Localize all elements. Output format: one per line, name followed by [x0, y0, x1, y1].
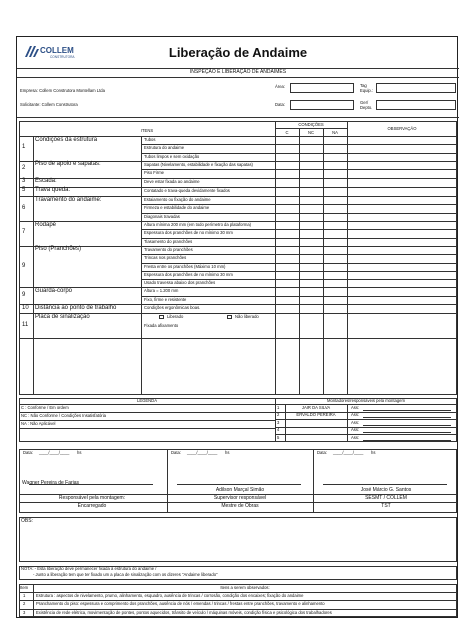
sig-date-field[interactable]: ____/____/____: [333, 450, 364, 455]
signature-line[interactable]: [323, 484, 447, 485]
item-label: Guarda-corpo: [35, 287, 73, 294]
check-nc-cell[interactable]: [299, 263, 323, 271]
observe-number: 1: [23, 593, 26, 598]
check-na-cell[interactable]: [323, 161, 347, 169]
check-na-cell[interactable]: [323, 187, 347, 195]
sig-hs-field[interactable]: hs: [225, 450, 230, 455]
na-header: NA: [332, 130, 338, 135]
check-na-cell[interactable]: [323, 144, 347, 152]
item-label: Placa de sinalização: [35, 313, 90, 320]
data-label: Data:: [275, 102, 286, 107]
item-divider: [19, 338, 457, 339]
item-sub-label: Condições ergonômicas boas.: [144, 305, 201, 310]
check-c-cell[interactable]: [275, 322, 299, 330]
montador-divider: [275, 434, 457, 435]
item-divider: [19, 246, 457, 247]
item-divider: [19, 178, 457, 179]
montador-signature-line[interactable]: [363, 432, 451, 433]
logo-name: COLLEM: [40, 46, 74, 55]
item-label: Rodapé: [35, 221, 57, 228]
item-number: 11: [22, 321, 29, 328]
item-sub-label: Fixada afixamento: [144, 322, 179, 328]
check-na-cell[interactable]: [323, 322, 347, 330]
check-nc-cell[interactable]: [299, 204, 323, 212]
check-nc-cell[interactable]: [299, 213, 323, 221]
signer-position: Mestre de Obras: [221, 503, 259, 509]
montador-signature-line[interactable]: [363, 417, 451, 418]
sig-hs-field[interactable]: hs: [371, 450, 376, 455]
c-header: C: [285, 130, 289, 135]
montador-name: ERVALDO PEREIRA: [296, 412, 336, 418]
check-c-cell[interactable]: [275, 169, 299, 177]
check-nc-cell[interactable]: [299, 178, 323, 186]
sig-data-label: Data:: [171, 450, 182, 455]
montador-number: 2: [277, 412, 280, 418]
check-na-cell[interactable]: [323, 238, 347, 246]
check-c-cell[interactable]: [275, 263, 299, 271]
empresa-field: Empresa: Collem Construtora Montellam Ltda: [20, 88, 105, 93]
observe-item-header: Item: [20, 585, 29, 590]
signer-name: Wagner Pereira de Farias: [22, 480, 80, 486]
check-nc-cell[interactable]: [299, 221, 323, 229]
check-na-cell[interactable]: [323, 279, 347, 287]
signature-line[interactable]: [177, 484, 301, 485]
item-number: 10: [22, 304, 29, 311]
montador-name: JAIR DA SILVA: [301, 404, 331, 410]
item-label: Piso (Pranchões): [35, 246, 82, 253]
obs-label: OBS:: [21, 518, 33, 524]
data-input[interactable]: [290, 100, 354, 110]
check-c-cell[interactable]: [275, 187, 299, 195]
nao-liberado-label: Não liberado: [235, 314, 259, 320]
check-na-cell[interactable]: [323, 304, 347, 312]
check-nc-cell[interactable]: [299, 136, 323, 144]
legend-nc: NC : Não Conforme / Condições Insatisfatória: [21, 413, 106, 418]
check-c-cell[interactable]: [275, 196, 299, 204]
item-sub-label: Estrutura do andaime: [144, 145, 185, 151]
check-c-cell[interactable]: [275, 204, 299, 212]
gerdepto-input[interactable]: [376, 100, 456, 110]
nao-liberado-checkbox[interactable]: [227, 315, 232, 319]
section-title: INSPEÇÃO E LIBERAÇÃO DE ANDAIMES: [189, 69, 287, 75]
montador-signature-line[interactable]: [363, 410, 451, 411]
montador-divider: [275, 427, 457, 428]
item-sub-label: Fresta entre os pranchões (Máximo 10 mm): [144, 263, 226, 269]
check-na-cell[interactable]: [323, 196, 347, 204]
check-na-cell[interactable]: [323, 296, 347, 304]
signer-name: Adilson Marçal Simão: [215, 487, 265, 493]
item-sub-label: Sapatas (Nivelamento, estabilidade e fixação das sapatas): [144, 161, 253, 167]
montador-number: 5: [277, 434, 280, 440]
item-label: Travamento do andaime:: [35, 196, 102, 203]
form-sheet: [16, 36, 458, 618]
check-na-cell[interactable]: [323, 213, 347, 221]
check-c-cell[interactable]: [275, 136, 299, 144]
check-c-cell[interactable]: [275, 238, 299, 246]
item-number: 1: [22, 144, 26, 151]
nc-header: NC: [307, 130, 315, 135]
item-sub-label: Espessura dos pranchões de no mínimo 30 mm: [144, 230, 233, 236]
item-divider: [19, 287, 457, 288]
check-na-cell[interactable]: [323, 254, 347, 262]
check-nc-cell[interactable]: [299, 271, 323, 279]
item-number: 3: [22, 178, 26, 185]
check-nc-cell[interactable]: [299, 187, 323, 195]
check-nc-cell[interactable]: [299, 246, 323, 254]
check-nc-cell[interactable]: [299, 304, 323, 312]
montador-signature-line[interactable]: [363, 440, 451, 441]
observe-text: Pranchamento do piso: espessura e comprimento dos pranchões, ausência de nós / emendas / trincas / frestas entre pranchões, travamento e alinhamento: [36, 601, 325, 607]
check-c-cell[interactable]: [275, 161, 299, 169]
nota-line2: - Junto a liberação tem que ter fixado um a placa de sinalização com os dizeres "Andaime liberado": [33, 572, 218, 577]
sig-data-label: Data:: [317, 450, 328, 455]
item-sub-label: Tubos: [144, 137, 156, 142]
signer-name: José Márcio G. Santos: [360, 487, 412, 493]
check-nc-cell[interactable]: [299, 229, 323, 237]
check-c-cell[interactable]: [275, 229, 299, 237]
montador-number: 3: [277, 419, 280, 425]
check-nc-cell[interactable]: [299, 322, 323, 330]
check-na-cell[interactable]: [323, 287, 347, 295]
item-label: Escada:: [35, 178, 57, 184]
item-sub-label: Usado travessa abaixo dos pranchões: [144, 280, 216, 286]
check-c-cell[interactable]: [275, 144, 299, 152]
check-na-cell[interactable]: [323, 246, 347, 254]
check-c-cell[interactable]: [275, 304, 299, 312]
obs-box[interactable]: [19, 517, 457, 562]
item-number: 6: [22, 204, 26, 211]
item-sub-label: Estaiamento ou fixação do andaime: [144, 197, 211, 203]
tag-label: Tag Equip.:: [360, 83, 374, 93]
check-na-cell[interactable]: [323, 136, 347, 144]
item-sub-label: Tiasamento do pranchões: [144, 238, 193, 244]
item-sub-label: Diagonais travadas: [144, 213, 180, 219]
signer-position: TST: [381, 503, 391, 509]
item-sub-label: Tubos limpos e sem oxidação: [144, 153, 200, 159]
solicitante-field: Solicitante: Collem Construtora: [20, 102, 78, 107]
legend-title: LEGENDA: [136, 398, 157, 403]
check-nc-cell[interactable]: [299, 287, 323, 295]
liberado-checkbox[interactable]: [159, 315, 164, 319]
gerdepto-label: Ger/ Depto.: [360, 100, 373, 110]
legend-c: C : Conforme / Em ordem: [21, 405, 69, 410]
signer-position: Encarregado: [77, 503, 107, 509]
item-number: 9: [22, 291, 26, 298]
montador-number: 4: [277, 427, 280, 433]
item-label: Distância ao ponto de trabalho: [35, 304, 117, 311]
check-c-cell[interactable]: [275, 279, 299, 287]
montador-ass-label: Ass:: [351, 412, 360, 418]
legend-na: NA : Não Aplicável: [21, 421, 56, 426]
area-input[interactable]: [290, 83, 354, 93]
check-nc-cell[interactable]: [299, 144, 323, 152]
observe-text: Estrutura : aspectos de nivelamento, prumo, alinhamento, esquadro, ausência de trincas / corrosão, condição dos encaixes; fixação do andaime: [36, 593, 304, 598]
montador-ass-label: Ass:: [351, 427, 360, 433]
observe-number: 3: [23, 609, 26, 615]
item-number: 7: [22, 229, 26, 236]
tag-input[interactable]: [376, 83, 456, 93]
observe-header: Itens a serem observados:: [220, 585, 270, 590]
signer-role: Supervisor responsável: [213, 495, 267, 501]
item-sub-label: Altura = 1.200 mm: [144, 288, 179, 294]
montador-divider: [275, 419, 457, 420]
check-na-cell[interactable]: [323, 271, 347, 279]
montadores-title: Montadores/responsáveis pela montagem: [327, 398, 405, 403]
check-nc-cell[interactable]: [299, 169, 323, 177]
item-number: 2: [22, 165, 26, 172]
signer-role: SESMT / COLLEM: [365, 495, 407, 501]
check-na-cell[interactable]: [323, 221, 347, 229]
montador-ass-label: Ass:: [351, 434, 360, 440]
logo-subtitle: CONSTRUTORA: [50, 55, 75, 59]
check-c-cell[interactable]: [275, 178, 299, 186]
check-nc-cell[interactable]: [299, 296, 323, 304]
nota-line1: NOTA: - Esta liberação deve permanecer fixada à estrutura do andaime /: [21, 566, 157, 571]
sig-date-field[interactable]: ____/____/____: [187, 450, 218, 455]
check-na-cell[interactable]: [323, 263, 347, 271]
observe-number: 2: [23, 601, 26, 607]
check-c-cell[interactable]: [275, 254, 299, 262]
item-sub-label: Deve estar fixada ao andaime: [144, 178, 200, 184]
item-label: Piso de apoio e sapatas:: [35, 161, 101, 168]
check-c-cell[interactable]: [275, 287, 299, 295]
item-sub-label: Contatado e trava-queda devidamente fixados: [144, 187, 230, 193]
itens-header: ITENS: [140, 128, 154, 133]
item-sub-label: Firmeza e estabilidade do andaime: [144, 205, 210, 211]
check-c-cell[interactable]: [275, 153, 299, 161]
check-nc-cell[interactable]: [299, 161, 323, 169]
check-c-cell[interactable]: [275, 221, 299, 229]
item-sub-label: Espessura dos pranchões de no mínimo 30 mm: [144, 271, 233, 277]
sig-hs-field[interactable]: hs: [77, 450, 82, 455]
liberado-label: Liberado: [167, 314, 184, 320]
montador-ass-label: Ass:: [351, 404, 360, 410]
observe-text: Existência de rede elétrica, movimentação de pontes, pontos aquecidos, trânsito de veículo / máquinas móveis, condição física e psicológica dos trabalhadores: [36, 609, 332, 615]
item-label: Trava queda:: [35, 187, 71, 194]
check-c-cell[interactable]: [275, 296, 299, 304]
check-c-cell[interactable]: [275, 271, 299, 279]
check-c-cell[interactable]: [275, 213, 299, 221]
check-nc-cell[interactable]: [299, 279, 323, 287]
montador-number: 1: [277, 404, 280, 410]
page-title: Liberação de Andaime: [168, 45, 308, 60]
check-nc-cell[interactable]: [299, 238, 323, 246]
item-sub-label: Fixo, firme e resistente: [144, 296, 187, 302]
area-label: Área:: [275, 84, 286, 89]
sig-date-field[interactable]: ____/____/____: [39, 450, 70, 455]
montador-signature-line[interactable]: [363, 425, 451, 426]
item-number: 9: [22, 262, 26, 269]
item-number: 5: [22, 187, 26, 194]
check-na-cell[interactable]: [323, 229, 347, 237]
signer-role: Responsável pela montagem:: [58, 495, 126, 501]
check-na-cell[interactable]: [323, 178, 347, 186]
observacao-header: OBSERVAÇÃO: [387, 126, 417, 131]
condicoes-header: CONDIÇÕES: [298, 122, 324, 127]
item-sub-label: Trincas nos pranchões: [144, 255, 187, 261]
item-sub-label: Piso Firme: [144, 170, 165, 176]
montador-ass-label: Ass:: [351, 419, 360, 425]
check-nc-cell[interactable]: [299, 153, 323, 161]
check-nc-cell[interactable]: [299, 196, 323, 204]
check-na-cell[interactable]: [323, 153, 347, 161]
check-nc-cell[interactable]: [299, 254, 323, 262]
item-label: Condições da estrutura: [35, 136, 98, 143]
check-na-cell[interactable]: [323, 169, 347, 177]
check-c-cell[interactable]: [275, 246, 299, 254]
item-divider: [19, 187, 457, 188]
item-sub-label: Altura mínima 200 mm (em todo perímetro da plataforma): [144, 222, 252, 227]
check-na-cell[interactable]: [323, 204, 347, 212]
sig-data-label: Data:: [23, 450, 34, 455]
item-sub-label: Travamento do pranchões: [144, 246, 193, 252]
